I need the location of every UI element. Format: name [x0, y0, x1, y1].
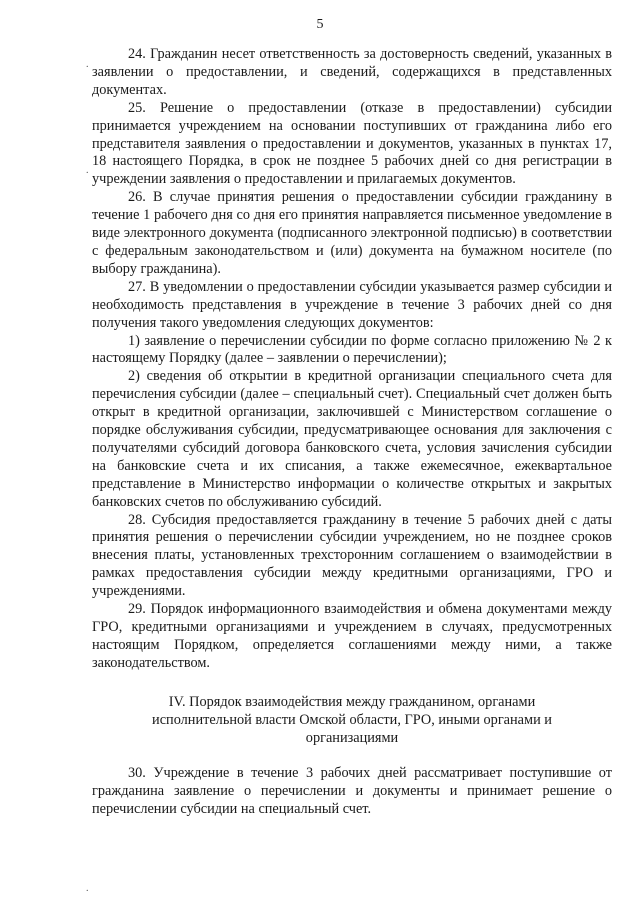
paragraph-24: 24. Гражданин несет ответственность за достоверность сведений, указанных в заявлении о предоставлении, и сведений, содержащихся в представленных документах. [92, 46, 612, 98]
paragraph-28: 28. Субсидия предоставляется гражданину в течение 5 рабочих дней с даты принятия решения о перечислении субсидии учреждением, но не позднее сроков внесения платы, установленных трехсторонним соглашением о взаимодействии в рамках предоставления субсидии между кредитными организациями, ГРО и учреждениями. [92, 511, 612, 600]
paragraph-27: 27. В уведомлении о предоставлении субсидии указывается размер субсидии и необходимость представления в учреждение в течение 3 рабочих дней со дня получения такого уведомления следующих документов: [92, 278, 612, 331]
paragraph-26: 26. В случае принятия решения о предоставлении субсидии гражданину в течение 1 рабочего дня со дня его принятия направляется письменное уведомление в виде электронного документа (подписанного электронной подписью) в соответствии с федеральным законодательством и (или) документа на бумажном носителе (по выбору гражданина). [92, 189, 612, 277]
section-heading [92, 693, 612, 747]
paragraph-30: 30. Учреждение в течение 3 рабочих дней рассматривает поступившие от гражданина заявление о перечислении и документы и принимает решение о перечислении субсидии на специальный счет. [92, 764, 612, 817]
document-body [92, 46, 612, 818]
paragraph-25: 25. Решение о предоставлении (отказе в предоставлении) субсидии принимается учреждением на основании поступивших от гражданина либо его представителя заявления о предоставлении и документов, указанных в пунктах 17, 18 настоящего Порядка, в срок не позднее 5 рабочих дней со дня регистрации в учреждении заявления о предоставлении и прилагаемых документов. [92, 99, 612, 188]
margin-mark: . [86, 165, 89, 176]
section-heading-line: исполнительной власти Омской области, ГРО, иными органами и [152, 711, 552, 728]
page-number: 5 [316, 17, 324, 32]
paragraph-29: 29. Порядок информационного взаимодействия и обмена документами между ГРО, кредитными организациями и учреждением в случаях, предусмотренных настоящим Порядком, определяется соглашениями между ними, а также законодательством. [92, 601, 612, 671]
margin-mark: . [86, 883, 89, 894]
margin-mark: . [86, 59, 89, 70]
paragraph-27-item-2: 2) сведения об открытии в кредитной организации специального счета для перечисления субсидии (далее – специальный счет). Специальный счет должен быть открыт в кредитной организации, заключившей с Министерством соглашение о порядке обслуживания субсидии, предусматривающее основания для заключения с получателями субсидий договора банковского счета, условия зачисления субсидии на банковские счета и их списания, а также ежемесячное, ежеквартальное представление в Министерство информации о количестве открытых и закрытых банковских счетов по обслуживанию субсидий. [92, 368, 612, 510]
section-heading-line: организациями [305, 729, 399, 746]
section-heading-line: IV. Порядок взаимодействия между гражданином, органами [168, 693, 536, 710]
paragraph-27-item-1: 1) заявление о перечислении субсидии по форме согласно приложению № 2 к настоящему Порядку (далее – заявлении о перечислении); [92, 332, 612, 367]
